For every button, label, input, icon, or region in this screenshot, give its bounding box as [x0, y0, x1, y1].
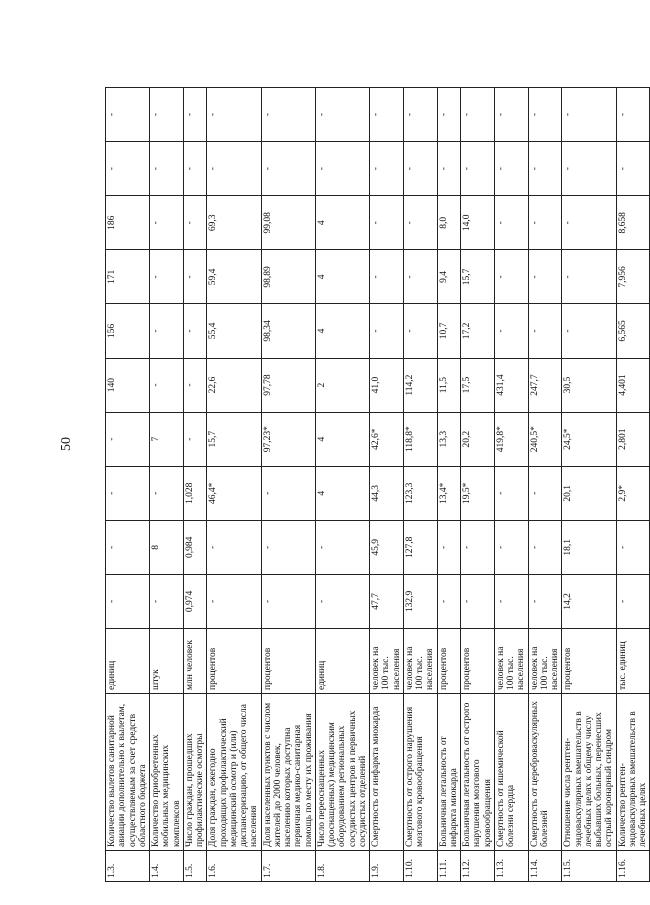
year-value: 14,0 [461, 196, 495, 250]
year-value: - [528, 88, 562, 142]
year-value: 8,658 [616, 196, 650, 250]
year-value: - [494, 142, 528, 196]
row-number: 1.9. [370, 851, 404, 882]
table-row [183, 88, 207, 882]
year-value: 2 [315, 358, 369, 412]
year-value: - [315, 88, 369, 142]
year-value: - [616, 88, 650, 142]
year-value: - [528, 142, 562, 196]
year-value: 11,5 [437, 358, 461, 412]
indicator-name: Количество рентген-эндоваскулярных вмешательств в лечебных целях [616, 694, 650, 851]
year-value: - [528, 304, 562, 358]
year-value: 18,1 [562, 520, 616, 574]
table-row [437, 88, 461, 882]
year-value: - [461, 574, 495, 628]
table-row [528, 88, 562, 882]
year-value: - [207, 520, 261, 574]
year-value: 41,0 [370, 358, 404, 412]
year-value: 15,7 [461, 250, 495, 304]
unit-of-measure: единиц [106, 629, 150, 694]
table-row [106, 88, 150, 882]
year-value: - [150, 196, 184, 250]
row-number: 1.10. [403, 851, 437, 882]
year-value: 247,7 [528, 358, 562, 412]
year-value: 2,801 [616, 412, 650, 466]
year-value: 30,5 [562, 358, 616, 412]
year-value: 19,5* [461, 466, 495, 520]
year-value: - [315, 520, 369, 574]
year-value: 140 [106, 358, 150, 412]
indicator-name: Доля населенных пунктов с числом жителей до 2000 человек, населению которых доступна первичная медико-санитарная помощь по месту их проживания [261, 694, 315, 851]
unit-of-measure: процентов [207, 629, 261, 694]
table-row [461, 88, 495, 882]
table-row [207, 88, 261, 882]
indicator-name: Больничная летальность от острого нарушения мозгового кровообращения [461, 694, 495, 851]
table-row [150, 88, 184, 882]
year-value: 4 [315, 250, 369, 304]
year-value: - [528, 520, 562, 574]
year-value: - [106, 574, 150, 628]
row-number: 1.11. [437, 851, 461, 882]
row-number: 1.4. [150, 851, 184, 882]
year-value: 127,8 [403, 520, 437, 574]
unit-of-measure: процентов [261, 629, 315, 694]
year-value: - [437, 142, 461, 196]
row-number: 1.6. [207, 851, 261, 882]
year-value: 47,7 [370, 574, 404, 628]
row-number: 1.7. [261, 851, 315, 882]
year-value: - [370, 88, 404, 142]
year-value: 7 [150, 412, 184, 466]
year-value: - [183, 88, 207, 142]
indicator-name: Количество приобретенных мобильных медицинских комплексов [150, 694, 184, 851]
year-value: 156 [106, 304, 150, 358]
year-value: 4 [315, 304, 369, 358]
table-row [261, 88, 315, 882]
year-value: 240,5* [528, 412, 562, 466]
year-value: - [150, 574, 184, 628]
year-value: - [494, 574, 528, 628]
year-value: - [403, 304, 437, 358]
row-number: 1.13. [494, 851, 528, 882]
unit-of-measure: человек на 100 тыс. населения [528, 629, 562, 694]
year-value: 98,89 [261, 250, 315, 304]
row-number: 1.5. [183, 851, 207, 882]
year-value: 4 [315, 196, 369, 250]
year-value: - [183, 358, 207, 412]
year-value: 69,3 [207, 196, 261, 250]
year-value: 4,401 [616, 358, 650, 412]
year-value: - [370, 196, 404, 250]
year-value: - [562, 142, 616, 196]
indicator-name: Смертность от острого нарушения мозгового кровообращения [403, 694, 437, 851]
year-value: 46,4* [207, 466, 261, 520]
year-value: - [461, 142, 495, 196]
year-value: - [494, 250, 528, 304]
year-value: - [106, 142, 150, 196]
table-row [403, 88, 437, 882]
table-body [106, 88, 650, 882]
unit-of-measure: человек на 100 тыс. населения [370, 629, 404, 694]
year-value: - [616, 574, 650, 628]
unit-of-measure: процентов [562, 629, 616, 694]
year-value: 114,2 [403, 358, 437, 412]
year-value: - [437, 574, 461, 628]
year-value: - [183, 304, 207, 358]
year-value: 10,7 [437, 304, 461, 358]
year-value: - [562, 250, 616, 304]
year-value: - [437, 88, 461, 142]
indicator-name: Число граждан, прошедших профилактические осмотры [183, 694, 207, 851]
table-row [370, 88, 404, 882]
year-value: - [106, 466, 150, 520]
year-value: 8 [150, 520, 184, 574]
year-value: - [207, 142, 261, 196]
year-value: - [494, 304, 528, 358]
table-row [315, 88, 369, 882]
year-value: - [616, 142, 650, 196]
year-value: - [403, 250, 437, 304]
unit-of-measure: млн человек [183, 629, 207, 694]
year-value: 132,9 [403, 574, 437, 628]
year-value: - [150, 250, 184, 304]
year-value: - [403, 142, 437, 196]
year-value: 42,6* [370, 412, 404, 466]
year-value: - [261, 466, 315, 520]
year-value: 9,4 [437, 250, 461, 304]
indicator-name: Смертность от инфаркта миокарда [370, 694, 404, 851]
year-value: - [183, 196, 207, 250]
year-value: - [437, 520, 461, 574]
indicator-name: Смертность от ишемической болезни сердца [494, 694, 528, 851]
year-value: - [370, 250, 404, 304]
year-value: 55,4 [207, 304, 261, 358]
year-value: 0,974 [183, 574, 207, 628]
year-value: - [150, 466, 184, 520]
unit-of-measure: штук [150, 629, 184, 694]
year-value: - [528, 466, 562, 520]
table-row [616, 88, 650, 882]
indicator-name: Отношение числа рентген-эндоваскулярных вмешательств в лечебных целях к общему числу выбывших больных, перенесших острый коронарный синдром [562, 694, 616, 851]
indicator-name: Число переоснащенных (дооснащенных) медицинским оборудованием региональных сосудистых центров и первичных сосудистых отделений [315, 694, 369, 851]
year-value: - [403, 196, 437, 250]
unit-of-measure: человек на 100 тыс. населения [494, 629, 528, 694]
year-value: 0,984 [183, 520, 207, 574]
year-value: - [261, 520, 315, 574]
year-value: 186 [106, 196, 150, 250]
indicators-table [105, 87, 650, 882]
unit-of-measure: человек на 100 тыс. населения [403, 629, 437, 694]
year-value: - [461, 520, 495, 574]
year-value: - [616, 520, 650, 574]
year-value: 24,5* [562, 412, 616, 466]
year-value: 118,8* [403, 412, 437, 466]
year-value: - [183, 412, 207, 466]
indicator-name: Доля граждан, ежегодно проходящих профилактический медицинский осмотр и (или) диспансеризацию, от общего числа населения [207, 694, 261, 851]
year-value: - [150, 142, 184, 196]
year-value: - [370, 142, 404, 196]
indicator-name: Смертность от цереброваскулярных болезней [528, 694, 562, 851]
year-value: 8,0 [437, 196, 461, 250]
year-value: - [106, 520, 150, 574]
table-row [494, 88, 528, 882]
row-number: 1.16. [616, 851, 650, 882]
year-value: - [261, 88, 315, 142]
year-value: - [494, 520, 528, 574]
year-value: 17,2 [461, 304, 495, 358]
year-value: 7,956 [616, 250, 650, 304]
year-value: 97,23* [261, 412, 315, 466]
year-value: - [183, 250, 207, 304]
year-value: 431,4 [494, 358, 528, 412]
year-value: 97,78 [261, 358, 315, 412]
page-number: 50 [59, 437, 74, 451]
unit-of-measure: процентов [437, 629, 461, 694]
year-value: - [528, 250, 562, 304]
year-value: 123,3 [403, 466, 437, 520]
year-value: 14,2 [562, 574, 616, 628]
year-value: 4 [315, 466, 369, 520]
row-number: 1.12. [461, 851, 495, 882]
year-value: 44,3 [370, 466, 404, 520]
row-number: 1.8. [315, 851, 369, 882]
year-value: - [562, 88, 616, 142]
indicator-name: Больничная летальность от инфаркта миокарда [437, 694, 461, 851]
unit-of-measure: тыс. единиц [616, 629, 650, 694]
year-value: - [106, 412, 150, 466]
year-value: - [315, 142, 369, 196]
year-value: 98,34 [261, 304, 315, 358]
year-value: 419,8* [494, 412, 528, 466]
year-value: 59,4 [207, 250, 261, 304]
year-value: - [528, 196, 562, 250]
rotated-table-page [105, 87, 650, 882]
year-value: - [370, 304, 404, 358]
year-value: 99,08 [261, 196, 315, 250]
year-value: - [150, 304, 184, 358]
year-value: 45,9 [370, 520, 404, 574]
year-value: - [261, 142, 315, 196]
year-value: - [315, 574, 369, 628]
year-value: 6,565 [616, 304, 650, 358]
year-value: 13,3 [437, 412, 461, 466]
year-value: 17,5 [461, 358, 495, 412]
year-value: - [562, 196, 616, 250]
row-number: 1.15. [562, 851, 616, 882]
year-value: - [150, 358, 184, 412]
row-number: 1.14. [528, 851, 562, 882]
unit-of-measure: процентов [461, 629, 495, 694]
year-value: 4 [315, 412, 369, 466]
year-value: - [183, 142, 207, 196]
year-value: - [207, 574, 261, 628]
indicator-name: Количество вылетов санитарной авиации дополнительно к вылетам, осуществляемым за счет средств областного бюджета [106, 694, 150, 851]
year-value: 15,7 [207, 412, 261, 466]
year-value: - [494, 466, 528, 520]
year-value: - [150, 88, 184, 142]
year-value: 2,9* [616, 466, 650, 520]
year-value: 1,028 [183, 466, 207, 520]
year-value: - [403, 88, 437, 142]
unit-of-measure: единиц [315, 629, 369, 694]
year-value: - [494, 196, 528, 250]
year-value: - [261, 574, 315, 628]
table-row [562, 88, 616, 882]
year-value: 171 [106, 250, 150, 304]
year-value: 20,2 [461, 412, 495, 466]
year-value: - [494, 88, 528, 142]
year-value: - [207, 88, 261, 142]
table-container [105, 87, 650, 882]
year-value: 13,4* [437, 466, 461, 520]
year-value: - [528, 574, 562, 628]
row-number: 1.3. [106, 851, 150, 882]
year-value: - [461, 88, 495, 142]
year-value: 20,1 [562, 466, 616, 520]
year-value: 22,6 [207, 358, 261, 412]
year-value: - [106, 88, 150, 142]
year-value: - [562, 304, 616, 358]
